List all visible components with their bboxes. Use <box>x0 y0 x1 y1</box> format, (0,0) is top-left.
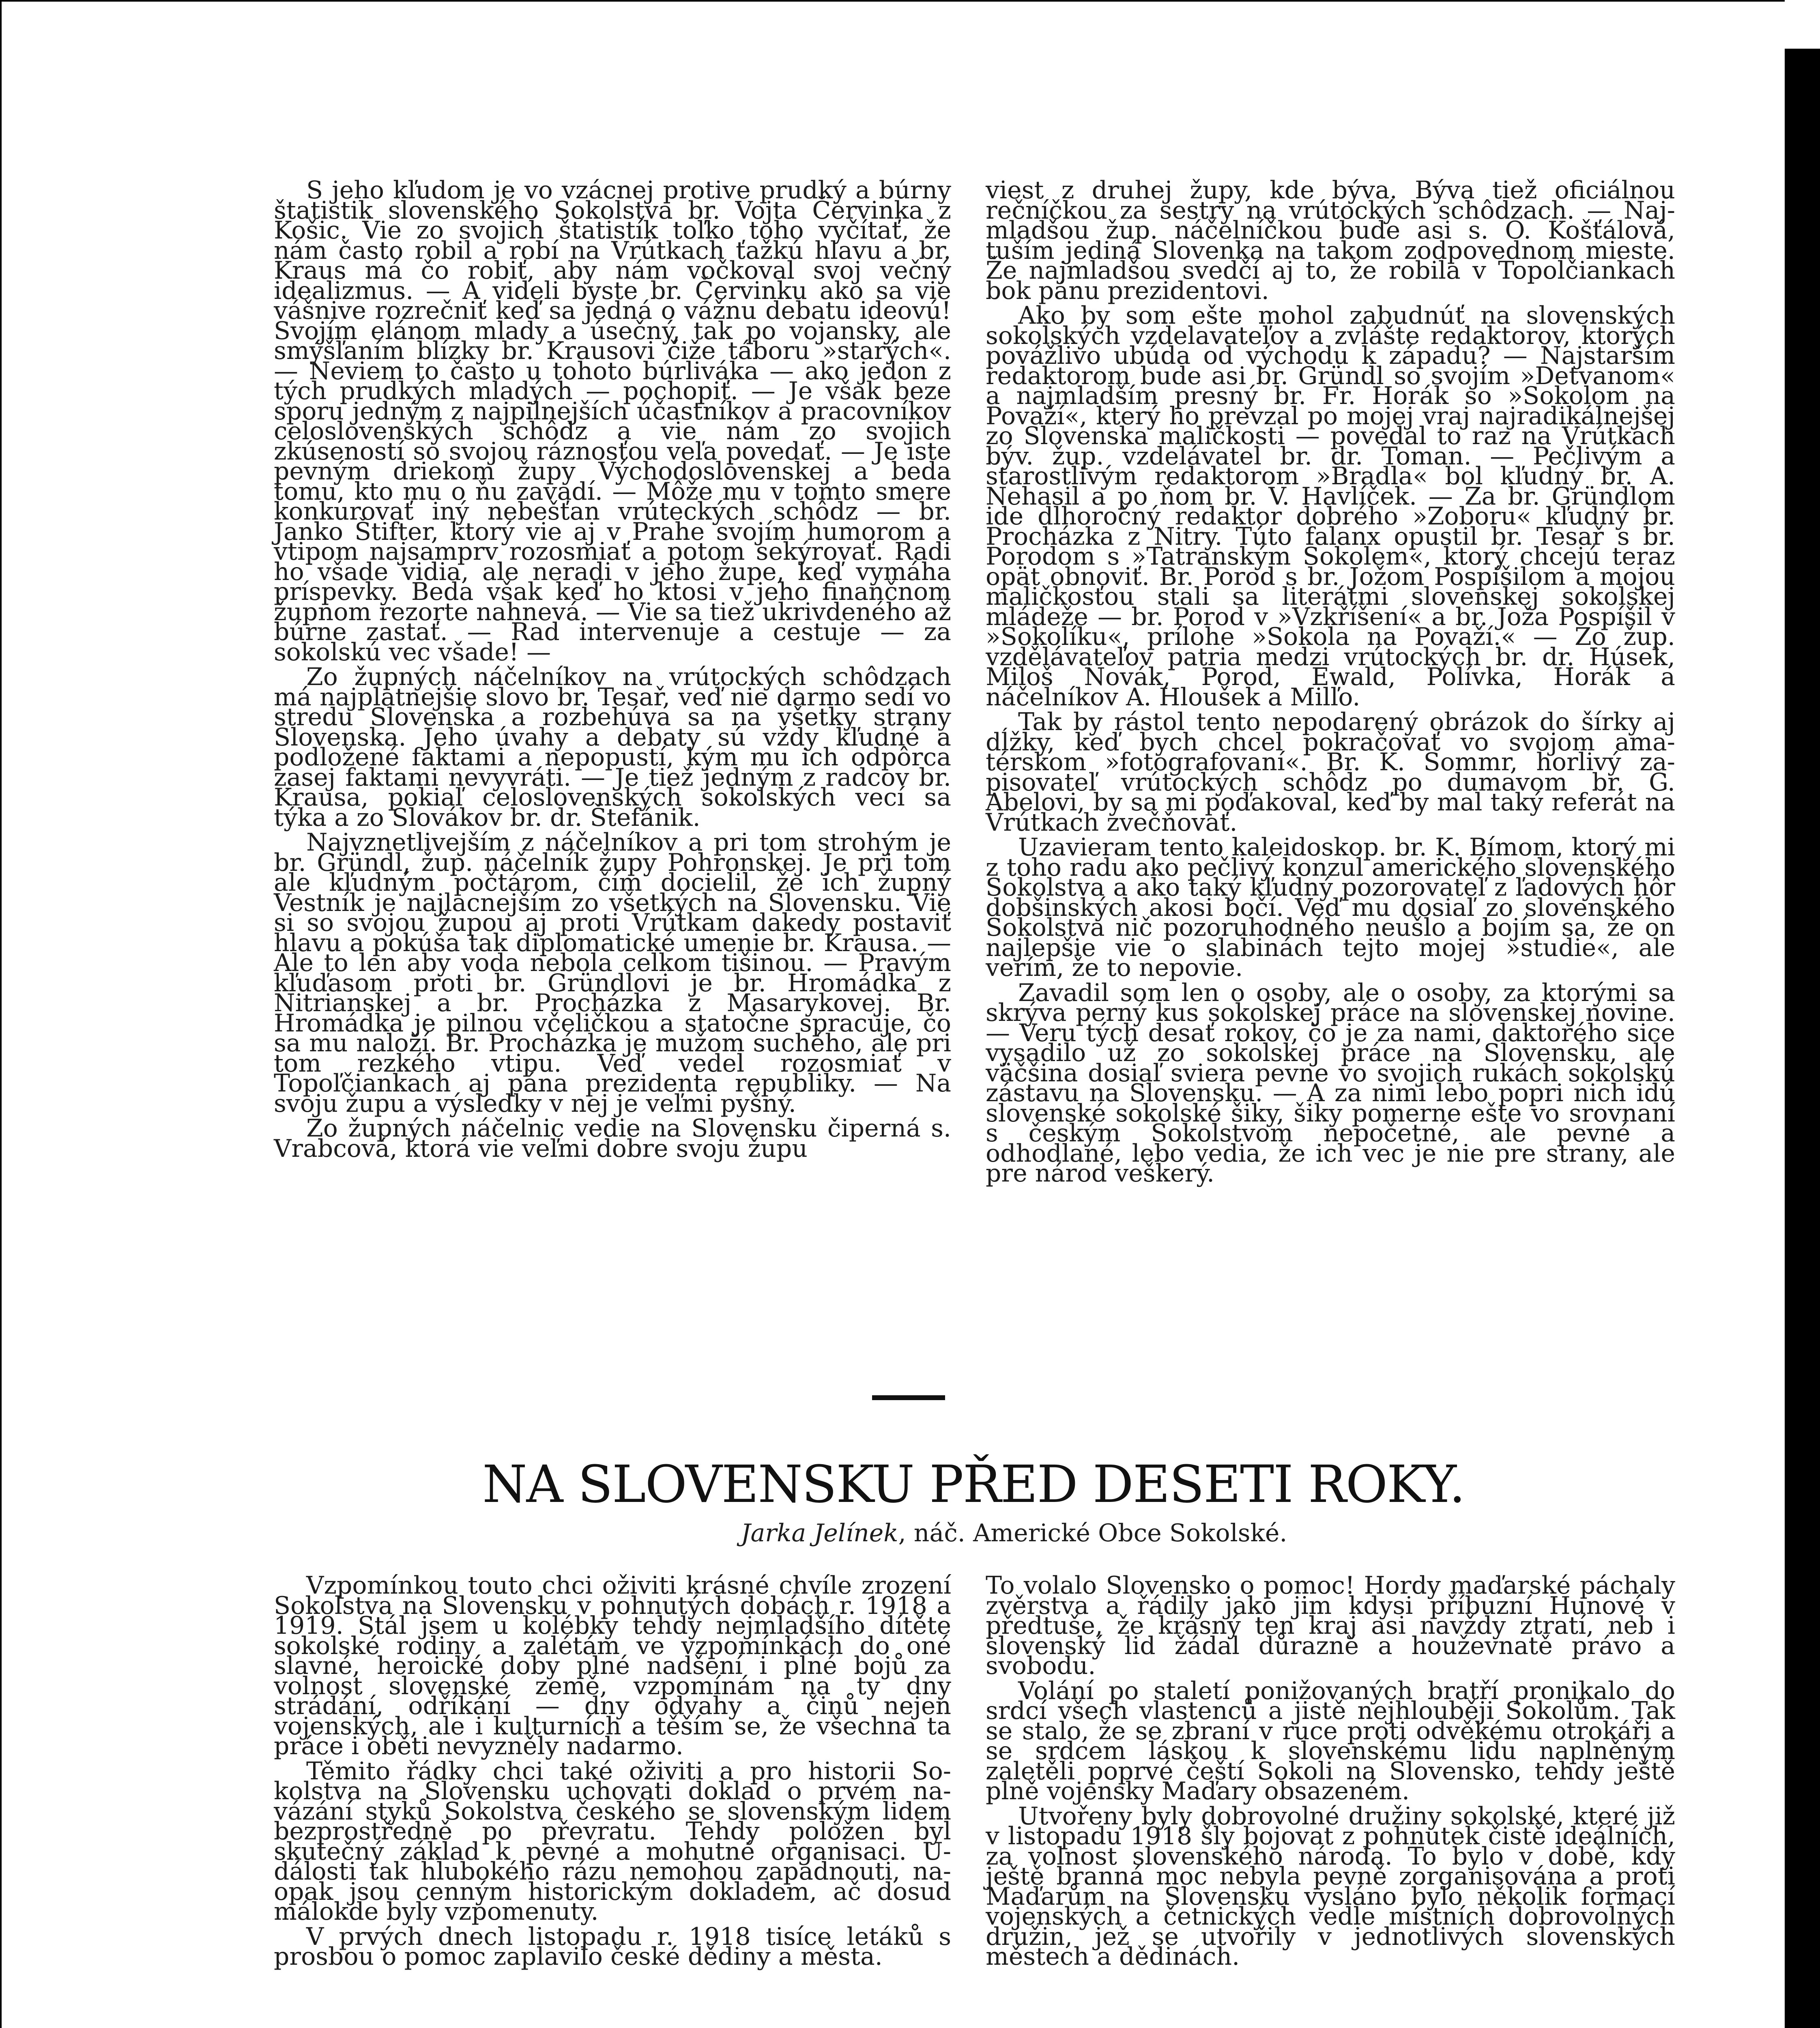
article-top-column-left <box>274 176 952 1163</box>
paragraph: viest z druhej župy, kde býva. Býva tiež oficiálnou rečníčkou za sestry na vrútockých schôdzach. — Najmladšou žup. náčelníčkou bude asi s. O. Košťálová, tuším jediná Slovenka na takom zodpovednom mieste. Že najmladšou svedčí aj to, že robila v Topolčiankach bok pánu prezidentovi. <box>986 176 1675 305</box>
scan-border-right <box>1785 0 1820 2028</box>
paragraph: Zo župných náčelníkov na vrútockých schôdzach má najplatnejšie slovo br. Tesař, veď nie darmo sedí vo stredu Slovenska a rozbehúva sa na všetky strany Slovenska. Jeho úvahy a debaty sú vždy kľudné a podložené faktami a nepopustí, kým mu ich odpôrca zasej faktami nevyvráti. — Je tiež jedným z radcov br. Krausa, pokiaľ celoslovenských sokolských vecí sa týka a zo Slovákov br. dr. Štefánik. <box>274 663 951 832</box>
paragraph: To volalo Slovensko o pomoc! Hordy maďarské páchaly zvěrstva a řádily jako jim kdysi příbuzní Hunové v předtuše, že krásný ten kraj asi navždy ztratí, neb i slovenský lid žádal důrazně a houževnatě právo a svobodu. <box>986 1571 1675 1680</box>
paragraph: Těmito řádky chci také oživiti a pro historii Sokolstva na Slovensku uchovati doklad o prvém navázání styků Sokolstva českého se slovenským lidem bezprostředně po převratu. Tehdy položen byl skutečný základ k pevné a mohutné organisaci. Události tak hlubokého rázu nemohou zapadnouti, naopak jsou cenným historickým dokladem, ač dosud málokde byly vzpomenuty. <box>274 1757 951 1926</box>
paragraph: Tak by rástol tento nepodarený obrázok do šírky aj dĺžky, keď bych chcel pokračovať vo svojom amatérskom »fotografovaní«. Br. K. Sommr, horlivý zapisovateľ vrútockých schôdz po dumavom br. G. Abelovi, by sa mi poďakoval, keď by mal taký referát na Vrútkach zvečňovať. <box>986 708 1675 837</box>
article-top-column-right <box>986 176 1675 1188</box>
paragraph: Najvznetlivejším z náčelníkov a pri tom strohým je br. Gründl, žup. náčelník župy Pohronskej. Je pri tom ale kľudným počtárom, čím docielil, že ich župný Vestník je najlacnejším zo všetkých na Slovensku. Vie si so svojou župou aj proti Vrútkam dakedy postaviť hlavu a pokúša tak diplomatické umenie br. Krausa. — Ale to len aby voda nebola celkom tišinou. — Pravým kľuďasom proti br. Gründlovi je br. Hromádka z Nitrianskej a br. Procházka z Masarykovej. Br. Hromádka je pilnou včeličkou a statočne spracuje, čo sa mu naloží. Br. Procházka je mužom suchého, ale pri tom rezkého vtipu. Veď vedel rozosmiať v Topoľčiankach aj pána prezidenta republiky. — Na svoju župu a výsledky v nej je veľmi pyšný. <box>274 828 951 1118</box>
paragraph: Zavadil som len o osoby, ale o osoby, za ktorými sa skrýva perný kus sokolskej práce na slovenskej novine. — Veru tých desať rokov, čo je za nami, daktorého sice vysadilo už zo sokolskej práce na Slovensku, ale väčšina dosiaľ sviera pevne vo svojich rukách sokolskú zástavu na Slovensku. — A za nimi lebo popri nich idú slovenské sokolské šiky, šiky pomerne ešte vo srovnaní s českým Sokolstvom nepočetné, ale pevné a odhodlané, lebo vedia, že ich vec je nie pre strany, ale pre národ veškerý. <box>986 978 1675 1188</box>
scan-border-left <box>0 0 2 2028</box>
paragraph: Volání po staletí ponižovaných bratří pronikalo do srdcí všech vlastenců a jistě nejhlouběji Sokolům. Tak se stalo, že se zbraní v ruce proti odvěkému otrokáři a se srdcem láskou k slovenskému lidu naplněným zaletěli poprvé čeští Sokoli na Slovensko, tehdy ještě plně vojensky Maďary obsazeném. <box>986 1676 1675 1805</box>
section-divider <box>872 1395 945 1400</box>
paragraph: Vzpomínkou touto chci oživiti krásné chvíle zrození Sokolstva na Slovensku v pohnutých dobách r. 1918 a 1919. Stál jsem u kolébky tehdy nejmladšího dítěte sokolské rodiny a zalétám ve vzpomínkách do oné slavné, heroické doby plné nadšení i plné bojů za volnost slovenské země, vzpomínám na ty dny strádání, odříkání — dny odvahy a činů nejen vojenských, ale i kulturních a těším se, že všechna ta práce i oběti nevyzněly nadarmo. <box>274 1571 951 1760</box>
article-byline <box>629 1519 1399 1547</box>
article-bottom-column-left <box>274 1571 951 1971</box>
article-bottom-column-right <box>986 1571 1675 1971</box>
scan-border-top <box>0 0 1820 2</box>
article-title: NA SLOVENSKU PŘED DESETI ROKY. <box>482 1454 1465 1514</box>
author-name: Jarka Jelínek <box>741 1519 898 1547</box>
paragraph: S jeho kľudom je vo vzácnej protive prudký a búrny štatistik slovenského Sokolstva br. Vojta Červinka z Košic. Vie zo svojich štatistík toľko toho vyčítať, že nám často robil a robí na Vrútkach ťažkú hlavu a br. Kraus má čo robiť, aby nám vočkoval svoj večný idealizmus. — A videli byste br. Červinku ako sa vie vášnive rozrečniť keď sa jedná o vážnu debatu ideovú! Svojím elánom mlady a úsečný, tak po vojansky, ale smýšľaním blízky br. Krausovi čiže táboru »starých«. — Neviem to často u tohoto búrliváka — ako jedon z tých prudkých mladých — pochopiť. — Je však beze sporu jedným z najpilnejších účastníkov a pracovníkov celoslovenských schôdz a vie nám zo svojich zkúseností so svojou ráznosťou veľa povedať. — Je iste pevným driekom župy Východoslovenskej a beda tomu, kto mu o ňu zavadí. — Môže mu v tomto smere konkurovať iný nebešťan vrúteckých schôdz — br. Janko Štifter, ktorý vie aj v Prahe svojím humorom a vtipom najsamprv rozosmiať a potom sekýrovať. Radi ho všade vidia, ale neradi v jeho župe, keď vymáha príspevky. Beda však keď ho ktosi v jeho finančnom župnom rezorte nahnevá. — Vie sa tiež ukrivdeného až búrne zastať. — Rad intervenuje a cestuje — za sokolskú vec všade! — <box>274 176 952 666</box>
author-role: , náč. Americké Obce Sokolské. <box>898 1519 1287 1547</box>
paragraph: V prvých dnech listopadu r. 1918 tisíce letáků s prosbou o pomoc zaplavilo české dědiny a města. <box>274 1922 951 1971</box>
paragraph: Zo župných náčelnic vedie na Slovensku čiperná s. Vrabcová, ktorá vie veľmi dobre svoju župu <box>274 1114 951 1163</box>
scan-corner-mark <box>1785 0 1820 49</box>
paragraph: Uzavieram tento kaleidoskop. br. K. Bímom, ktorý mi z toho radu ako pečlivý konzul amerického slovenského Sokolstva a ako taký kľudný pozorovateľ z ľadových hôr dobšinských akosi bočí. Veď mu dosiaľ zo slovenského Sokolstva nič pozoruhodného neušlo a bojím sa, že on najlepšie vie o slabinách tejto mojej »studie«, ale verím, že to nepovie. <box>986 833 1675 982</box>
paragraph: Utvořeny byly dobrovolné družiny sokolské, které již v listopadu 1918 šly bojovat z pohnutek čistě ideálních, za volnost slovenského národa. To bylo v době, kdy ještě branná moc nebyla pevně zorganisována a proti Maďarům na Slovensku vysláno bylo několik formací vojenských a četnických vedle místních dobrovolných družin, jež se utvořily v jednotlivých slovenských městech a dědinách. <box>986 1802 1675 1971</box>
paragraph: Ako by som ešte mohol zabudnúť na slovenských sokolských vzdelavateľov a zvlášte redaktorov, ktorých povážlivo ubúda od východu k západu? — Najstarším redaktorom bude asi br. Gründl so svojím »Detvanom« a najmladším presný br. Fr. Horák so »Sokolom na Považí«, který ho prevzal po mojej vraj najradikálnejšej zo Slovenska maličkosti — povedal to raz na Vrútkach býv. žup. vzdelávatel br. dr. Toman. — Pečlivým a starostlivým redaktorom »Bradla« bol kľudný br. A. Nehasil a po ňom br. V. Havlíček. — Za br. Gründlom ide dlhoročný redaktor dobrého »Zoboru« kľudný br. Procházka z Nitry. Túto falanx opustil br. Tesař s br. Porodom s »Tatranským Sokolem«, ktorý chcejú teraz opät obnoviť. Br. Porod s br. Jožom Pospíšilom a mojou maličkosťou stali sa literátmi slovenskej sokolskej mládeže — br. Porod v »Vzkříšení« a br. Joža Pospíšil v »Sokolíku«, prílohe »Sokola na Považí.« — Zo žup. vzdělávateľov patria medzi vrútockých br. dr. Húsek, Miloš Novák, Porod, Ewald, Polívka, Horák a náčelníkov A. Hloušek a Milľo. <box>986 301 1675 711</box>
